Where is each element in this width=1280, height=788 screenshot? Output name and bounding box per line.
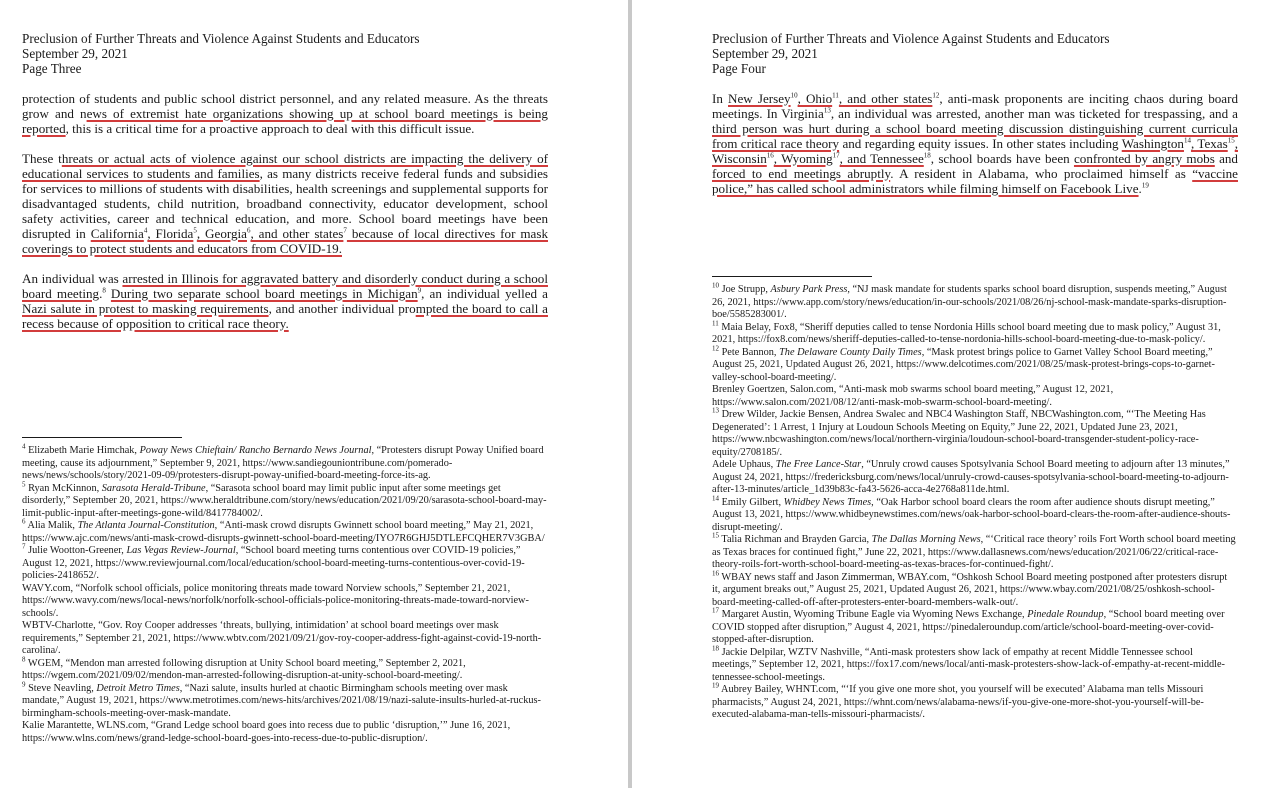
text-run: Aubrey Bailey, WHNT.com, “‘If you give one more shot, you yourself will be executed’ Alabama man tells Missouri pharmacists,” August 24, 2021, https://whnt.com/news/alabama-news/if-you-give-one-more-shot-you-yourself-will-be-executed-alabama-man-tells-missouri-pharmacists/.	[712, 684, 1204, 720]
footnote-ref: 4	[22, 442, 26, 451]
text-run: WBTV-Charlotte, “Gov. Roy Cooper addresses ‘threats, bullying, intimidation’ at school board meetings over mask requirements,” September 21, 2021, https://www.wbtv.com/2021/09/21/gov-roy-cooper-address-fight-against-covid-19-north-carolina/.	[22, 620, 542, 656]
text-run: Kalie Marantette, WLNS.com, “Grand Ledge school board goes into recess due to public ‘disruption,’” June 16, 2021, https://www.wlns.com/news/grand-ledge-school-board-goes-into-recess-due-to-public-disruption/.	[22, 720, 511, 744]
footnote	[22, 680, 548, 721]
publication-name: Whidbey News Times	[783, 496, 872, 508]
text-run: Ryan McKinnon,	[25, 482, 102, 494]
paragraph	[712, 91, 1238, 196]
underlined-text: During two separate school board meetings in Michigan	[110, 286, 418, 301]
underlined-text: , and other states	[250, 226, 344, 241]
footnote-ref: 19	[712, 681, 719, 690]
text-run: and	[1214, 151, 1238, 166]
footnote	[712, 459, 1238, 497]
footnote	[712, 406, 1238, 459]
underlined-text: , Wyoming	[773, 151, 833, 166]
footnotes	[22, 442, 548, 745]
text-run: , “Mask protest brings police to Garnet Valley School Board meeting,” August 25, 2021, Updated August 26, 2021, https://www.delcotimes.com/2021/08/25/mask-protest-brings-cops-to-garnet-valley-school-board-meeting/.	[712, 346, 1215, 383]
footnote-ref: 4	[143, 226, 148, 235]
footnote-ref: 9	[417, 286, 422, 295]
underlined-text: third person was hurt during a school board meeting discussion distinguishing current curricula from critical race theory	[712, 121, 1238, 151]
text-run: , “Anti-mask crowd disrupts Gwinnett school board meeting,” May 21, 2021, https://www.ajc.com/news/anti-mask-crowd-disrupts-gwinnett-school-board-meeting/IYO7R6GHJ5DTLEFCQHER7V3GBA/	[22, 520, 545, 544]
paragraph	[22, 91, 548, 136]
publication-name: The Dallas Morning News	[871, 534, 981, 545]
footnote	[712, 531, 1238, 572]
text-run: Julie Wootton-Greener,	[25, 545, 127, 556]
page-header	[712, 31, 1238, 76]
footnote-ref: 14	[712, 494, 719, 503]
underlined-text: confronted by angry mobs	[1073, 151, 1215, 166]
publication-name: Detroit Metro Times	[96, 682, 180, 694]
text-run: Pete Bannon,	[719, 346, 780, 358]
footnote	[22, 620, 548, 658]
page-body	[22, 91, 548, 346]
underlined-text: California	[90, 226, 144, 241]
publication-name: The Atlanta Journal-Constitution	[77, 520, 215, 531]
underlined-text: New Jersey	[728, 91, 791, 106]
text-run: WGEM, “Mendon man arrested following disruption at Unity School board meeting,” September 2, 2021, https://wgem.com/2021/09/02/mendon-man-arrested-following-disruption-at-unity-school-board-meeting/.	[22, 657, 466, 681]
footnote-ref: 8	[22, 655, 26, 664]
text-run: .	[99, 286, 103, 301]
text-run: These t	[22, 151, 62, 166]
text-run: In	[712, 91, 729, 106]
text-run: , anti-mask proponents are inciting chaos during board meetings. In Virginia	[712, 91, 1239, 121]
underlined-text: arrested in Illinois for aggravated battery and disorderly conduct during a school board meeting	[22, 271, 548, 301]
underlined-text: Washington	[1121, 136, 1184, 151]
page-number: Page Four	[712, 61, 766, 76]
text-run: Talia Richman and Brayden Garcia,	[719, 534, 872, 545]
footnote-ref: 15	[1227, 136, 1235, 145]
paragraph	[22, 151, 548, 256]
page-three	[0, 0, 628, 788]
footnote	[22, 542, 548, 583]
page-body	[712, 91, 1238, 211]
footnote-ref: 17	[712, 606, 719, 615]
text-run: , “Oak Harbor school board clears the room after audience shouts disrupt meeting,” August 13, 2021, https://www.whidbeynewstimes.com/news/oak-harbor-school-board-clears-the-room-after-audience-shouts-disrupt-meeting/.	[712, 496, 1231, 533]
text-run: . A resident in Alabama, who proclaimed himself as	[890, 166, 1193, 181]
underlined-text: Nazi salute in protest to masking requirements	[22, 301, 269, 316]
footnote-ref: 14	[1183, 136, 1191, 145]
footnote-ref: 13	[712, 406, 719, 415]
footnote-ref: 11	[712, 319, 719, 328]
footnote-ref: 7	[22, 542, 26, 551]
footnote	[22, 442, 548, 483]
document-title: Preclusion of Further Threats and Violence Against Students and Educators	[22, 31, 420, 46]
footnote	[712, 569, 1238, 610]
text-run: WAVY.com, “Norfolk school officials, police monitoring threats made toward Norview schools,” September 21, 2021, https://www.wavy.com/news/local-news/norfolk/norfolk-school-officials-police-monitoring-threats-made-toward-norview-schools/.	[22, 582, 529, 619]
document-date: September 29, 2021	[22, 46, 128, 61]
underlined-text: , Georgia	[196, 226, 247, 241]
text-run: , “School board meeting turns contentious over COVID-19 policies,” August 12, 2021, https://www.reviewjournal.com/local/education/school-board-meeting-turns-contentious-over-covid-19-policies-2418652/.	[22, 545, 525, 581]
publication-name: Pinedale Roundup	[1027, 609, 1104, 620]
footnote-ref: 18	[923, 151, 931, 160]
footnote-ref: 5	[193, 226, 197, 235]
footnote-ref: 7	[343, 226, 347, 235]
footnote	[712, 494, 1238, 535]
underlined-text: mpted the board to call a recess because of opposition to critical race theory.	[22, 301, 548, 331]
footnote	[22, 583, 548, 621]
underlined-text: , Ohio	[797, 91, 833, 106]
underlined-text: , and other states	[838, 91, 933, 106]
underlined-text: ews of extremist hate organizations showing up at school board meetings is being reported	[22, 106, 548, 136]
footnote	[712, 644, 1238, 685]
text-run: , “School board meeting over COVID stopped after disruption,” August 4, 2021, https://pinedaleroundup.com/article/school-board-meeting-over-covid-stopped-after-disruption.	[712, 609, 1225, 645]
publication-name: The Free Lance-Star	[775, 459, 862, 470]
text-run: Maia Belay, Fox8, “Sheriff deputies called to tense Nordonia Hills school board meeting due to mask policy,” August 31, 2021, https://fox8.com/news/sheriff-deputies-called-to-tense-nordonia-hills-school-board-meeting-due-to-mask-policy/.	[712, 321, 1221, 345]
publication-name: The Delaware County Daily Times	[779, 346, 922, 358]
text-run: , “Nazi salute, insults hurled at chaotic Birmingham schools meeting over mask mandate,” August 19, 2021, https://www.metrotimes.com/news-hits/archives/2021/08/19/nazi-salute-insults-hurled-at-ruckus-birmingham-schools-meeting-over-mask-mandate.	[22, 682, 541, 719]
text-run: Jackie Delpilar, WZTV Nashville, “Anti-mask protesters show lack of empathy at recent Middle Tennessee school meetings,” September 12, 2021, https://fox17.com/news/local/anti-mask-protesters-show-lack-of-empathy-at-recent-middle-tennessee-school-meetings.	[712, 646, 1225, 683]
footnote	[712, 606, 1238, 647]
page-number: Page Three	[22, 61, 82, 76]
text-run: .	[1138, 181, 1142, 196]
footnote	[712, 281, 1238, 322]
footnote	[22, 480, 548, 521]
text-run: Adele Uphaus,	[712, 459, 776, 470]
footnote	[22, 655, 548, 683]
text-run: , “‘Critical race theory’ roils Fort Worth school board meeting as Texas braces for continued fight,” June 22, 2021, https://www.dallasnews.com/news/education/2021/06/22/critical-race-theory-roils-fort-worth-school-board-meeting-as-texas-braces-for-continued-fight/.	[712, 534, 1236, 570]
footnote	[712, 384, 1238, 409]
footnote-ref: 6	[246, 226, 251, 235]
text-run: , “Unruly crowd causes Spotsylvania School Board meeting to adjourn after 13 minutes,” August 24, 2021, https://fredericksburg.com/news/local/unruly-crowd-causes-spotsylvania-school-board-meeting-to-adjourn-after-13-minutes/article_1d39b83c-fa43-5626-acca-4e2768a811de.html.	[712, 459, 1230, 495]
underlined-text: forced to end meetings abruptly	[712, 166, 891, 181]
text-run: An individual was	[22, 271, 123, 286]
underlined-text: “vaccine police,” has called school administrators while filming himself on Facebook Live	[712, 166, 1238, 196]
footnote	[712, 319, 1238, 347]
document-title: Preclusion of Further Threats and Violence Against Students and Educators	[712, 31, 1110, 46]
text-run: , “NJ mask mandate for students sparks school board disruption, suspends meeting,” August 26, 2021, https://www.app.com/story/news/education/in-our-schools/2021/08/26/nj-school-mask-mandate-sparks-disruption-boe/5585283001/.	[712, 284, 1227, 320]
footnote-ref: 18	[712, 644, 719, 653]
text-run: , “Protesters disrupt Poway Unified board meeting, cause its adjournment,” September 9, 2021, https://www.sandiegouniontribune.com/pomerado-news/news/schools/story/2021-09-09/protesters-disrupt-poway-unified-board-meeting-force-its-ag.	[22, 445, 544, 481]
text-run: and regarding equity issues. In other states including	[839, 136, 1122, 151]
page-four	[632, 0, 1280, 788]
text-run: , “Sarasota school board may limit public input after some meetings get disorderly,” September 20, 2021, https://www.heraldtribune.com/story/news/education/2021/09/20/sarasota-school-board-may-limit-public-input-after-meetings-gone-wild/8417784002/.	[22, 482, 547, 519]
underlined-text: because of local directives for mask coverings to protect students and educators from COVID-19.	[22, 226, 548, 256]
text-run: Steve Neavling,	[25, 682, 97, 694]
text-run: , and another individual pro	[268, 301, 416, 316]
footnote	[22, 720, 548, 745]
footnote-ref: 15	[712, 531, 719, 540]
footnote	[712, 344, 1238, 385]
footnote-separator	[712, 276, 872, 277]
footnote-ref: 16	[766, 151, 774, 160]
text-run: Margaret Austin, Wyoming Tribune Eagle via Wyoming News Exchange,	[719, 609, 1028, 620]
underlined-text: , Texas	[1190, 136, 1228, 151]
publication-name: Las Vegas Review-Journal	[126, 545, 236, 556]
footnote-ref: 19	[1141, 181, 1149, 190]
text-run: Elizabeth Marie Himchak,	[25, 445, 140, 456]
footnote-ref: 5	[22, 480, 26, 489]
text-run: , this is a critical time for a proactive approach to deal with this difficult issue.	[65, 121, 475, 136]
footnote-ref: 9	[22, 680, 26, 689]
footnotes	[712, 281, 1238, 722]
underlined-text: , Florida	[147, 226, 194, 241]
document-date: September 29, 2021	[712, 46, 818, 61]
text-run: , as many districts receive federal funds and subsidies for services to millions of students with disabilities, health screenings and supplemental supports for disadvantaged students, child nutrition, broadband connectivity, educator development, school safety activities, career and technical education, and more. School board meetings have been disrupted in	[22, 166, 548, 241]
footnote-separator	[22, 437, 182, 438]
footnote-ref: 10	[712, 281, 719, 290]
publication-name: Asbury Park Press	[770, 284, 848, 295]
footnote-ref: 17	[832, 151, 840, 160]
publication-name: Poway News Chieftain/ Rancho Bernardo News Journal	[139, 445, 372, 456]
underlined-text: hreats or actual acts of violence against our school districts are impacting the delivery of educational services to students and families	[22, 151, 548, 181]
footnote	[712, 681, 1238, 722]
footnote-ref: 6	[22, 517, 26, 526]
text-run: Drew Wilder, Jackie Bensen, Andrea Swalec and NBC4 Washington Staff, NBCWashington.com, “‘The Meeting Has Degenerated’: 1 Arrest, 1 Injury at Loudoun Schools Meeting on Equity,” June 22, 2021, Updated June 23, 2021, https://www.nbcwashington.com/news/local/northern-virginia/loudoun-school-board-transgender-student-policy-race-equity/2708185/.	[712, 409, 1206, 458]
footnote-ref: 8	[102, 286, 106, 295]
text-run: Brenley Goertzen, Salon.com, “Anti-mask mob swarms school board meeting,” August 12, 2021, https://www.salon.com/2021/08/12/anti-mask-mob-swarm-school-board-meeting/.	[712, 384, 1114, 408]
page-header	[22, 31, 548, 76]
footnote-ref: 11	[832, 91, 839, 100]
text-run: Alia Malik,	[25, 520, 78, 531]
footnote-ref: 16	[712, 569, 719, 578]
footnote-ref: 13	[823, 106, 831, 115]
text-run: , an individual yelled a	[421, 286, 548, 301]
text-run: , an individual was arrested, another man was ticketed for trespassing, and a	[830, 106, 1238, 121]
text-run: Joe Strupp,	[719, 284, 771, 295]
text-run: Emily Gilbert,	[719, 496, 784, 508]
paragraph	[22, 271, 548, 331]
text-run: WBAY news staff and Jason Zimmerman, WBAY.com, “Oshkosh School Board meeting postponed after protesters disrupt it, argument breaks out,” August 25, 2021, Updated August 26, 2021, https://www.wbay.com/2021/08/25/oshkosh-school-board-meeting-called-off-after-protesters-enter-board-members-walk-out/.	[712, 571, 1228, 608]
text-run: , school boards have been	[930, 151, 1074, 166]
footnote	[22, 517, 548, 545]
text-run: protection of students and public school district personnel, and any related measure. As the threats grow and n	[22, 91, 548, 121]
footnote-ref: 10	[790, 91, 798, 100]
underlined-text: , and Tennessee	[839, 151, 924, 166]
underlined-text: , Wisconsin	[712, 136, 1238, 166]
publication-name: Sarasota Herald-Tribune	[101, 482, 206, 494]
footnote-ref: 12	[712, 344, 719, 353]
footnote-ref: 12	[932, 91, 940, 100]
